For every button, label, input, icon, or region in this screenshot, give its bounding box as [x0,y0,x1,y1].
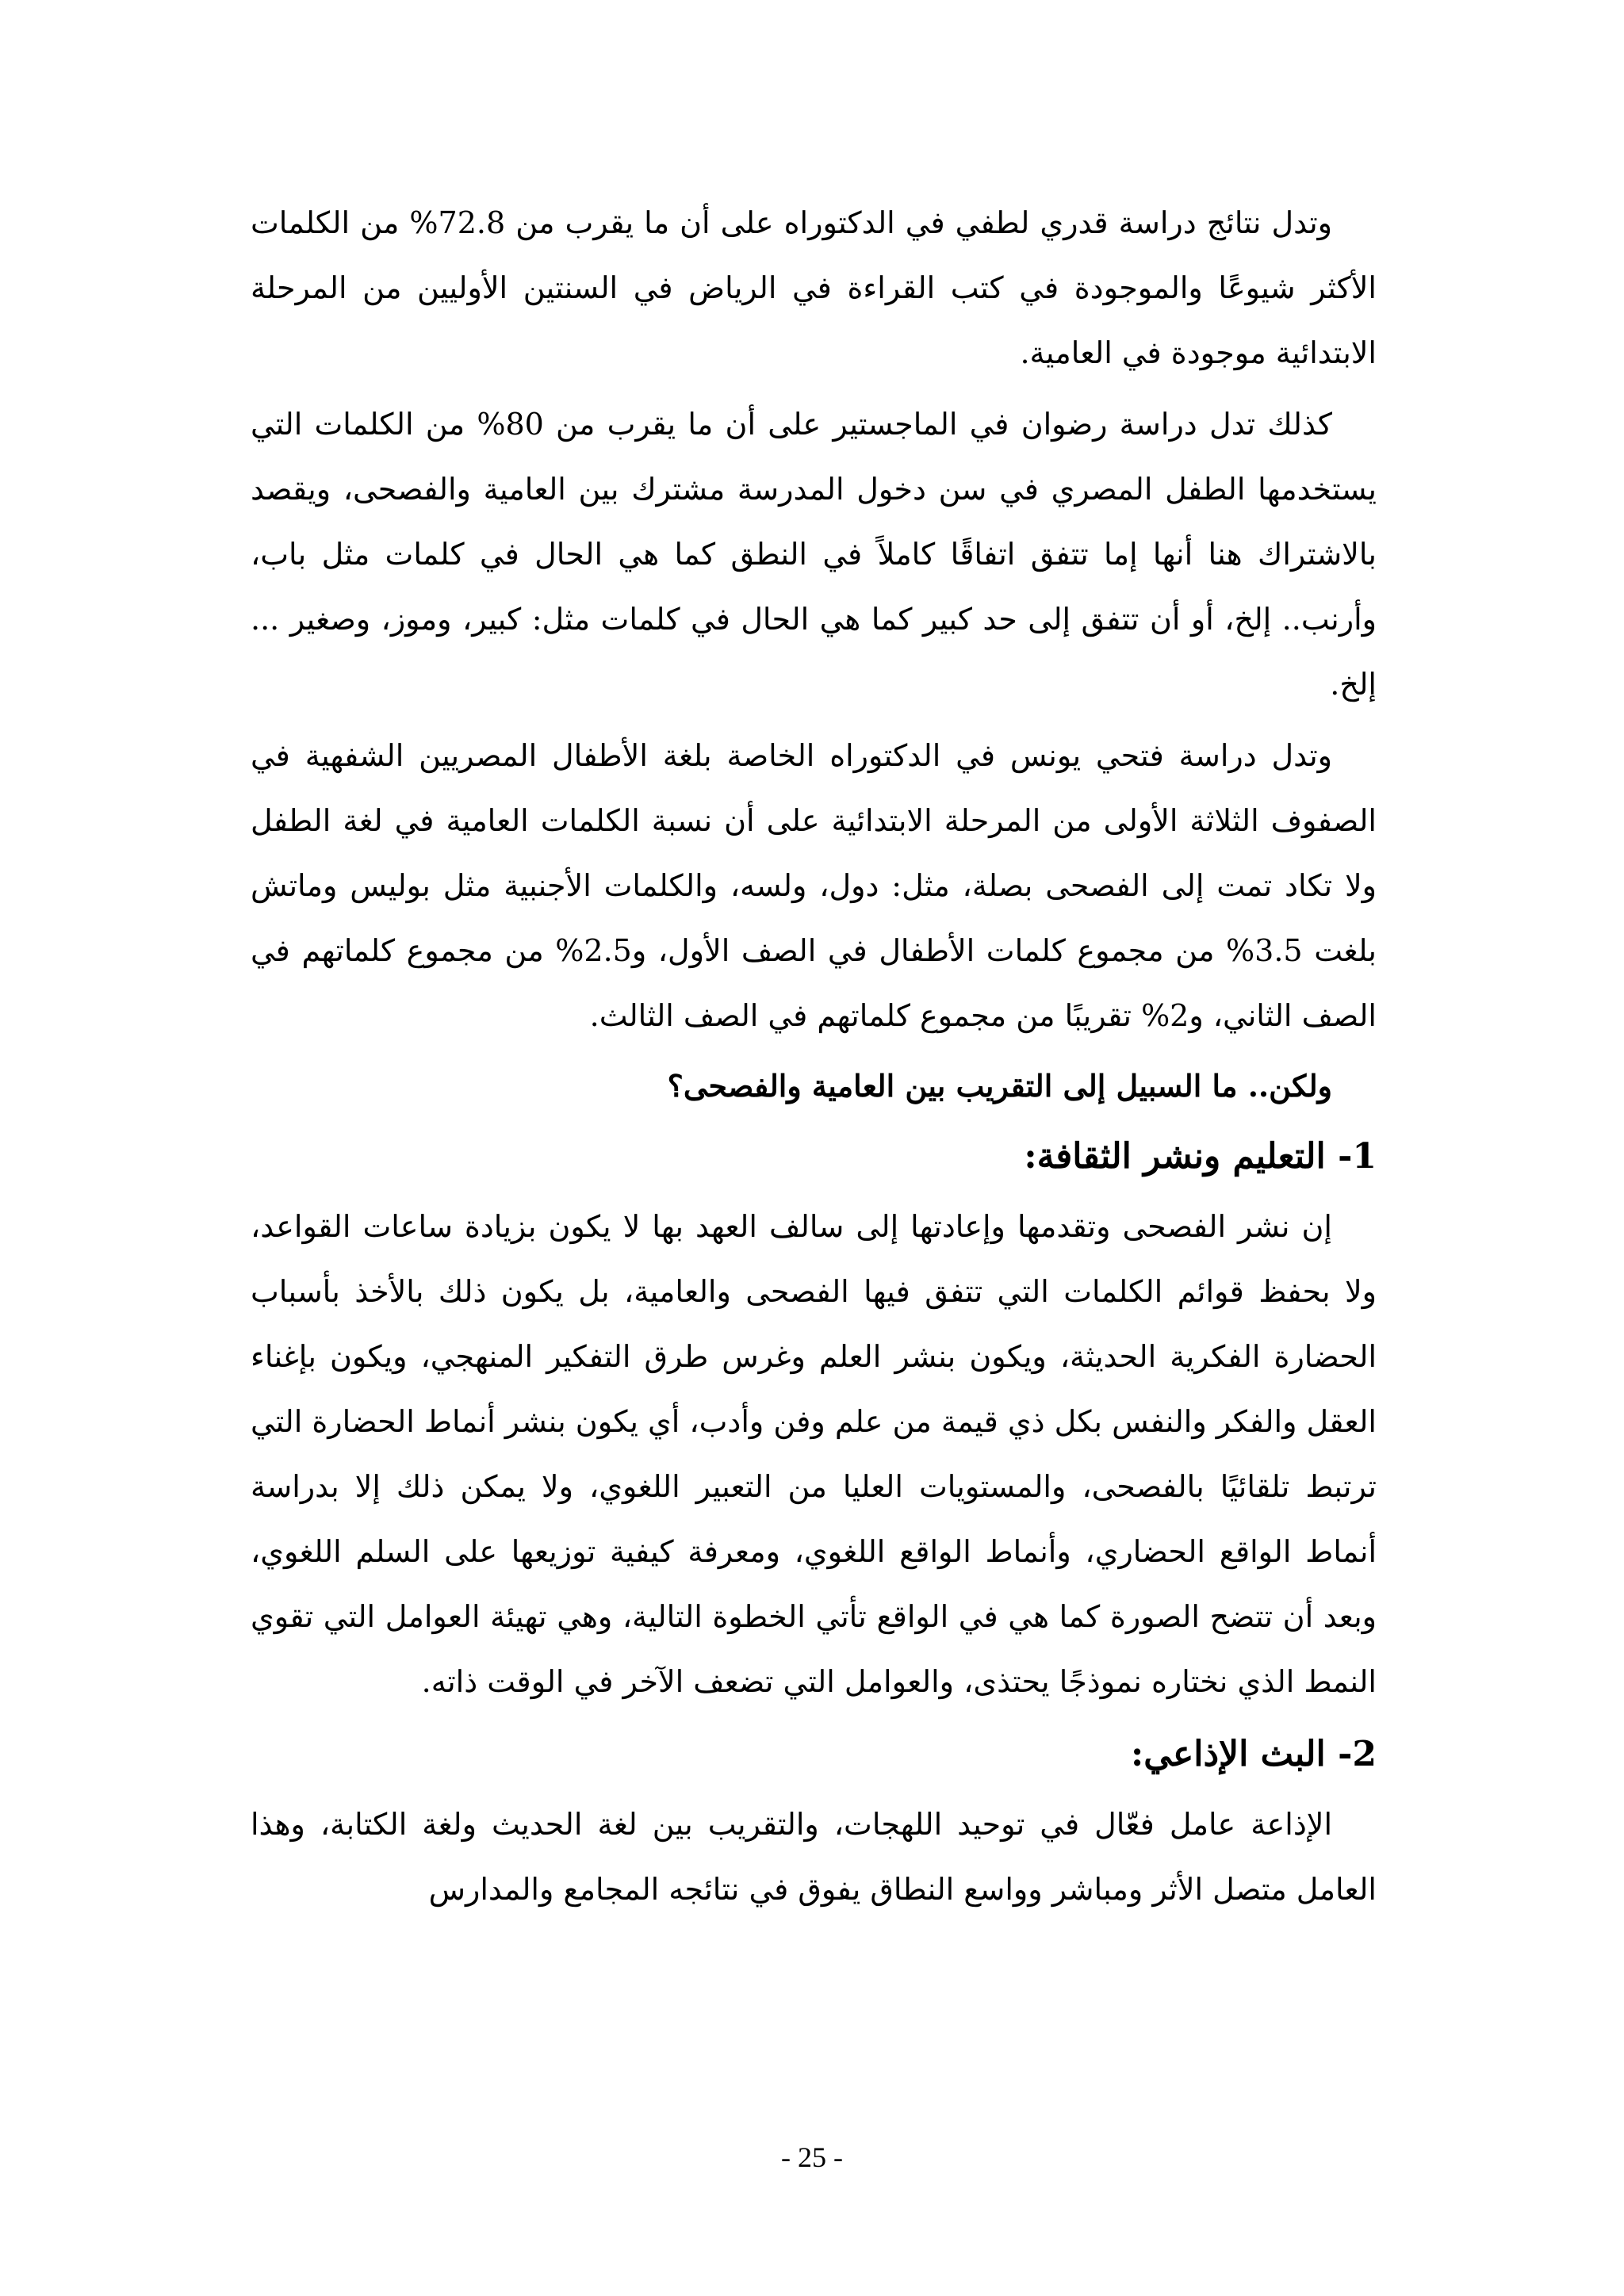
sub-question-heading: ولكن.. ما السبيل إلى التقريب بين العامية والفصحى؟ [667,1068,1332,1104]
page-number: - 25 - [781,2141,843,2173]
paragraph-broadcast: الإذاعة عامل فعّال في توحيد اللهجات، والتقريب بين لغة الحديث ولغة الكتابة، وهذا العامل متصل الأثر ومباشر وواسع النطاق يفوق في نتائجه المجامع والمدارس [251,1807,1377,1907]
paragraph-younis-study: وتدل دراسة فتحي يونس في الدكتوراه الخاصة بلغة الأطفال المصريين الشفهية في الصفوف الثلاثة الأولى من المرحلة الابتدائية على أن نسبة الكلمات العامية في لغة الطفل ولا تكاد تمت إلى الفصحى بصلة، مثل: دول، ولسه، والكلمات الأجنبية مثل بوليس وماتش بلغت 3.5% من مجموع كلمات الأطفال في الصف الأول، و2.5% من مجموع كلماتهم في الصف الثاني، و2% تقريبًا من مجموع كلماتهم في الصف الثالث. [251,738,1377,1033]
paragraph-lutfi-study: وتدل نتائج دراسة قدري لطفي في الدكتوراه على أن ما يقرب من 72.8% من الكلمات الأكثر شيوعًا والموجودة في كتب القراءة في الرياض في السنتين الأوليين من المرحلة الابتدائية موجودة في العامية. [251,205,1377,370]
paragraph-radwan-study: كذلك تدل دراسة رضوان في الماجستير على أن ما يقرب من 80% من الكلمات التي يستخدمها الطفل المصري في سن دخول المدرسة مشترك بين العامية والفصحى، ويقصد بالاشتراك هنا أنها إما تتفق اتفاقًا كاملاً في النطق كما هي الحال في كلمات مثل باب، وأرنب.. إلخ، أو أن تتفق إلى حد كبير كما هي الحال في كلمات مثل: كبير، وموز، وصغير ... إلخ. [251,407,1377,702]
section-heading-broadcast: 2- البث الإذاعي: [1131,1734,1377,1774]
paragraph-education: إن نشر الفصحى وتقدمها وإعادتها إلى سالف العهد بها لا يكون بزيادة ساعات القواعد، ولا بحفظ قوائم الكلمات التي تتفق فيها الفصحى والعامية، بل يكون ذلك بالأخذ بأسباب الحضارة الفكرية الحديثة، ويكون بنشر العلم وغرس طرق التفكير المنهجي، ويكون بإغناء العقل والفكر والنفس بكل ذي قيمة من علم وفن وأدب، أي يكون بنشر أنماط الحضارة التي ترتبط تلقائيًا بالفصحى، والمستويات العليا من التعبير اللغوي، ولا يمكن ذلك إلا بدراسة أنماط الواقع الحضاري، وأنماط الواقع اللغوي، ومعرفة كيفية توزيعها على السلم اللغوي، وبعد أن تتضح الصورة كما هي في الواقع تأتي الخطوة التالية، وهي تهيئة العوامل التي تقوي النمط الذي نختاره نموذجًا يحتذى، والعوامل التي تضعف الآخر في الوقت ذاته. [251,1209,1377,1699]
body-text [251,190,1377,1928]
section-heading-education: 1- التعليم ونشر الثقافة: [1024,1136,1377,1177]
